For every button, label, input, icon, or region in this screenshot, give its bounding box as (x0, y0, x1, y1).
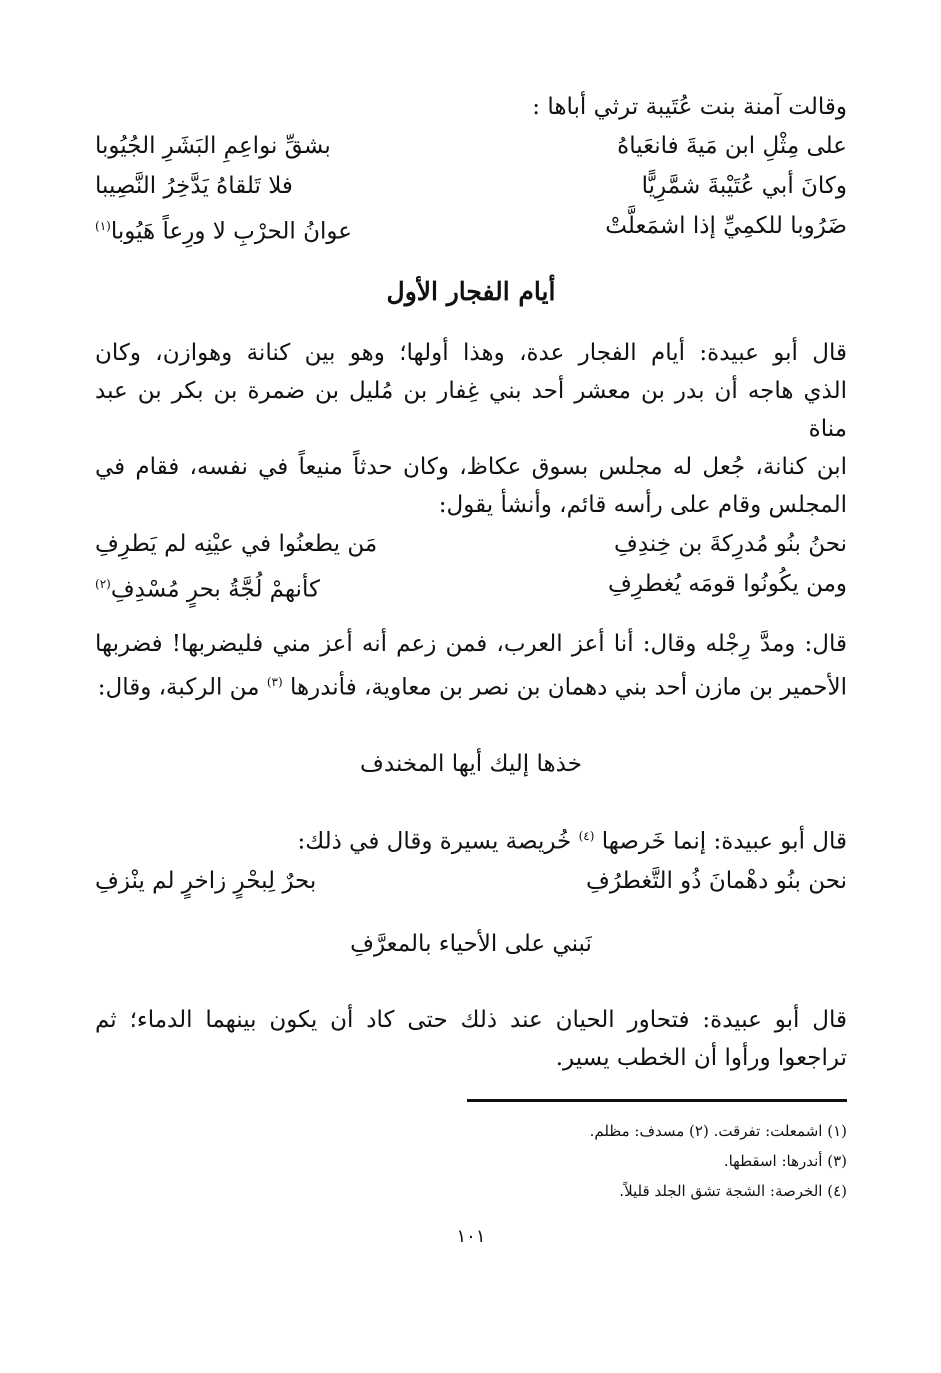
hemistich-second: بحرٌ لِبحْرٍ زاخرٍ لم ينْزفِ (95, 867, 317, 894)
footnote: (١) اشمعلت: تفرقت. (٢) مسدف: مظلم. (589, 1121, 847, 1140)
verse-line (95, 861, 847, 901)
paragraph-text: خُريصة يسيرة وقال في ذلك: (297, 828, 572, 855)
hemistich-first: نحنُ بنُو مُدرِكةَ بن خِندِفِ (614, 530, 847, 557)
poem-2 (95, 524, 847, 610)
footnote-marker: (١) (95, 219, 111, 233)
verse-centered: نَبني على الأحياء بالمعرَّفِ (350, 930, 592, 957)
page-number: ١٠١ (456, 1225, 486, 1247)
footnote-marker: (٤) (578, 828, 595, 843)
poem-1 (95, 126, 847, 252)
verse-line (95, 564, 847, 610)
footnote: (٤) الخرصة: الشجة تشق الجلد قليلاً. (619, 1181, 847, 1200)
hemistich-first: ضَرُوبا للكمِيِّ إذا اشمَعلَّتْ (605, 213, 847, 239)
footnote-divider (467, 1099, 847, 1102)
paragraph-text: من الركبة، وقال: (97, 674, 260, 701)
footnote-marker: (٣) (266, 675, 283, 690)
footnote: (٣) أندرها: اسقطها. (723, 1151, 847, 1170)
single-verse: خذها إليك أيها المخندف (360, 750, 582, 777)
hemistich-first: ومن يكُونُوا قومَه يُغطرِفِ (608, 570, 847, 597)
hemistich-second: مَن يطعنُوا في عيْنِه لم يَطرِفِ (95, 530, 378, 557)
hemistich-second: فلا تَلقاهُ يَدَّخِرُ النَّصِيبا (95, 173, 293, 199)
paragraph-line: الذي هاجه أن بدر بن معشر أحد بني غِفار بن مُليل بن ضمرة بن بكر بن عبد مناة (95, 377, 847, 442)
verse-line (95, 126, 847, 166)
paragraph-line: ابن كنانة، جُعل له مجلس بسوق عكاظ، وكان حدثاً منيعاً في نفسه، فقام في (95, 453, 847, 480)
paragraph-line: تراجعوا ورأوا أن الخطب يسير. (555, 1044, 847, 1071)
hemistich-first: نحن بنُو دهْمانَ ذُو التَّغطرُفِ (586, 867, 847, 894)
footnote-marker: (٢) (95, 576, 111, 591)
verse-line (95, 166, 847, 206)
paragraph-line (95, 817, 847, 861)
paragraph-text: قال أبو عبيدة: إنما خَرصها (601, 828, 847, 855)
footnotes (95, 1116, 847, 1206)
verse-line (95, 524, 847, 564)
hemistich-first: وكانَ أبي عُتَيْبةَ شمَّرِيًّا (641, 173, 847, 199)
hemistich-second (95, 564, 425, 610)
hemistich-second: بشقِّ نواعِمِ البَشَرِ الجُيُوبا (95, 133, 331, 159)
hemistich-text: كأنهمْ لُجَّةُ بحرٍ مُسْدِفِ (110, 576, 320, 603)
paragraph-line (95, 663, 847, 707)
book-page (95, 88, 847, 1265)
hemistich-first: على مِثْلِ ابن مَيةَ فانعَياهُ (617, 133, 847, 159)
paragraph-line: قال أبو عبيدة: أيام الفجار عدة، وهذا أولها؛ وهو بين كنانة وهوازن، وكان (95, 339, 847, 366)
intro-line: وقالت آمنة بنت عُتَيبة ترثي أباها : (532, 94, 847, 120)
hemistich-text: عوانُ الحرْبِ لا ورِعاً هَيُوبا (110, 218, 352, 245)
paragraph-line: قال: ومدَّ رِجْله وقال: أنا أعز العرب، فمن زعم أنه أعز مني فليضربها! فضربها (95, 631, 847, 658)
section-heading: أيام الفجار الأول (386, 276, 556, 306)
hemistich-second (95, 206, 425, 252)
paragraph-line: المجلس وقام على رأسه قائم، وأنشأ يقول: (438, 491, 847, 518)
paragraph-text: الأحمير بن مازن أحد بني دهمان بن نصر بن معاوية، فأندرها (289, 674, 847, 701)
verse-line (95, 206, 847, 252)
paragraph-line: قال أبو عبيدة: فتحاور الحيان عند ذلك حتى كاد أن يكون بينهما الدماء؛ ثم (95, 1006, 847, 1033)
